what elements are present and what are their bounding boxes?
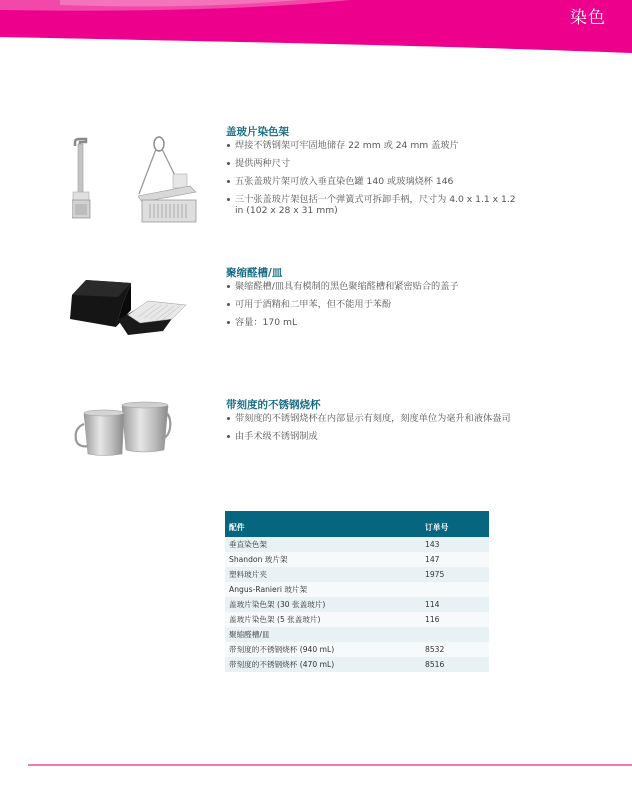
banner-wave-graphic: [0, 0, 632, 55]
order-number: [421, 627, 489, 642]
table-row: [225, 597, 489, 612]
accessory-name: 盖玻片染色架 (5 张盖玻片): [225, 612, 421, 627]
coverslip-staining-rack-image: [72, 134, 207, 224]
feature-item: 由手术级不锈钢制成: [226, 431, 511, 442]
order-number: 114: [421, 597, 489, 612]
feature-item: 提供两种尺寸: [226, 158, 525, 169]
accessory-name: Shandon 玻片架: [225, 552, 421, 567]
product-heading: 带刻度的不锈钢烧杯: [226, 399, 321, 411]
feature-item: 五张盖玻片架可放入垂直染色罐 140 或玻璃烧杯 146: [226, 176, 525, 187]
accessory-name: 聚缩醛槽/皿: [225, 627, 421, 642]
table-row: [225, 612, 489, 627]
accessory-name: 塑料玻片夹: [225, 567, 421, 582]
order-number: 147: [421, 552, 489, 567]
accessory-name: 盖玻片染色架 (30 张盖玻片): [225, 597, 421, 612]
order-number: 8532: [421, 642, 489, 657]
feature-item: 带刻度的不锈钢烧杯在内部显示有刻度，刻度单位为毫升和液体盎司: [226, 413, 511, 424]
order-number: 8516: [421, 657, 489, 672]
order-number: [421, 582, 489, 597]
table-row: [225, 567, 489, 582]
feature-item: 可用于酒精和二甲苯，但不能用于苯酚: [226, 299, 459, 310]
order-number: 1975: [421, 567, 489, 582]
table-row: [225, 657, 489, 672]
product-feature-list: [226, 413, 511, 449]
product-heading: 聚缩醛槽/皿: [226, 267, 283, 279]
accessory-name: 垂直染色架: [225, 537, 421, 552]
table-header-row: [225, 511, 489, 537]
accessory-name: 带刻度的不锈钢烧杯 (940 mL): [225, 642, 421, 657]
order-number: 116: [421, 612, 489, 627]
accessories-order-table: [225, 511, 489, 672]
stainless-beaker-image: [72, 398, 172, 456]
column-header-accessory: 配件: [225, 511, 421, 537]
column-header-order-number: 订单号: [421, 511, 489, 537]
order-number: 143: [421, 537, 489, 552]
accessory-name: Angus-Ranieri 玻片架: [225, 582, 421, 597]
table-row: [225, 552, 489, 567]
page-title: 染色: [570, 8, 606, 28]
product-heading: 盖玻片染色架: [226, 126, 289, 138]
feature-item: 三十张盖玻片架包括一个弹簧式可拆卸手柄，尺寸为 4.0 x 1.1 x 1.2 in (102 x 28 x 31 mm): [226, 194, 525, 216]
table-row: [225, 627, 489, 642]
table-row: [225, 537, 489, 552]
accessory-name: 带刻度的不锈钢烧杯 (470 mL): [225, 657, 421, 672]
feature-item: 容量：170 mL: [226, 317, 459, 328]
product-feature-list: [226, 281, 459, 335]
product-feature-list: [226, 140, 525, 223]
feature-item: 聚缩醛槽/皿具有模制的黑色聚缩醛槽和紧密贴合的盖子: [226, 281, 459, 292]
feature-item: 焊接不锈钢架可牢固地储存 22 mm 或 24 mm 盖玻片: [226, 140, 525, 151]
polyacetal-tank-image: [68, 275, 198, 335]
footer-divider: [28, 764, 632, 766]
table-row: [225, 642, 489, 657]
header-banner: [0, 0, 632, 55]
table-row: [225, 582, 489, 597]
